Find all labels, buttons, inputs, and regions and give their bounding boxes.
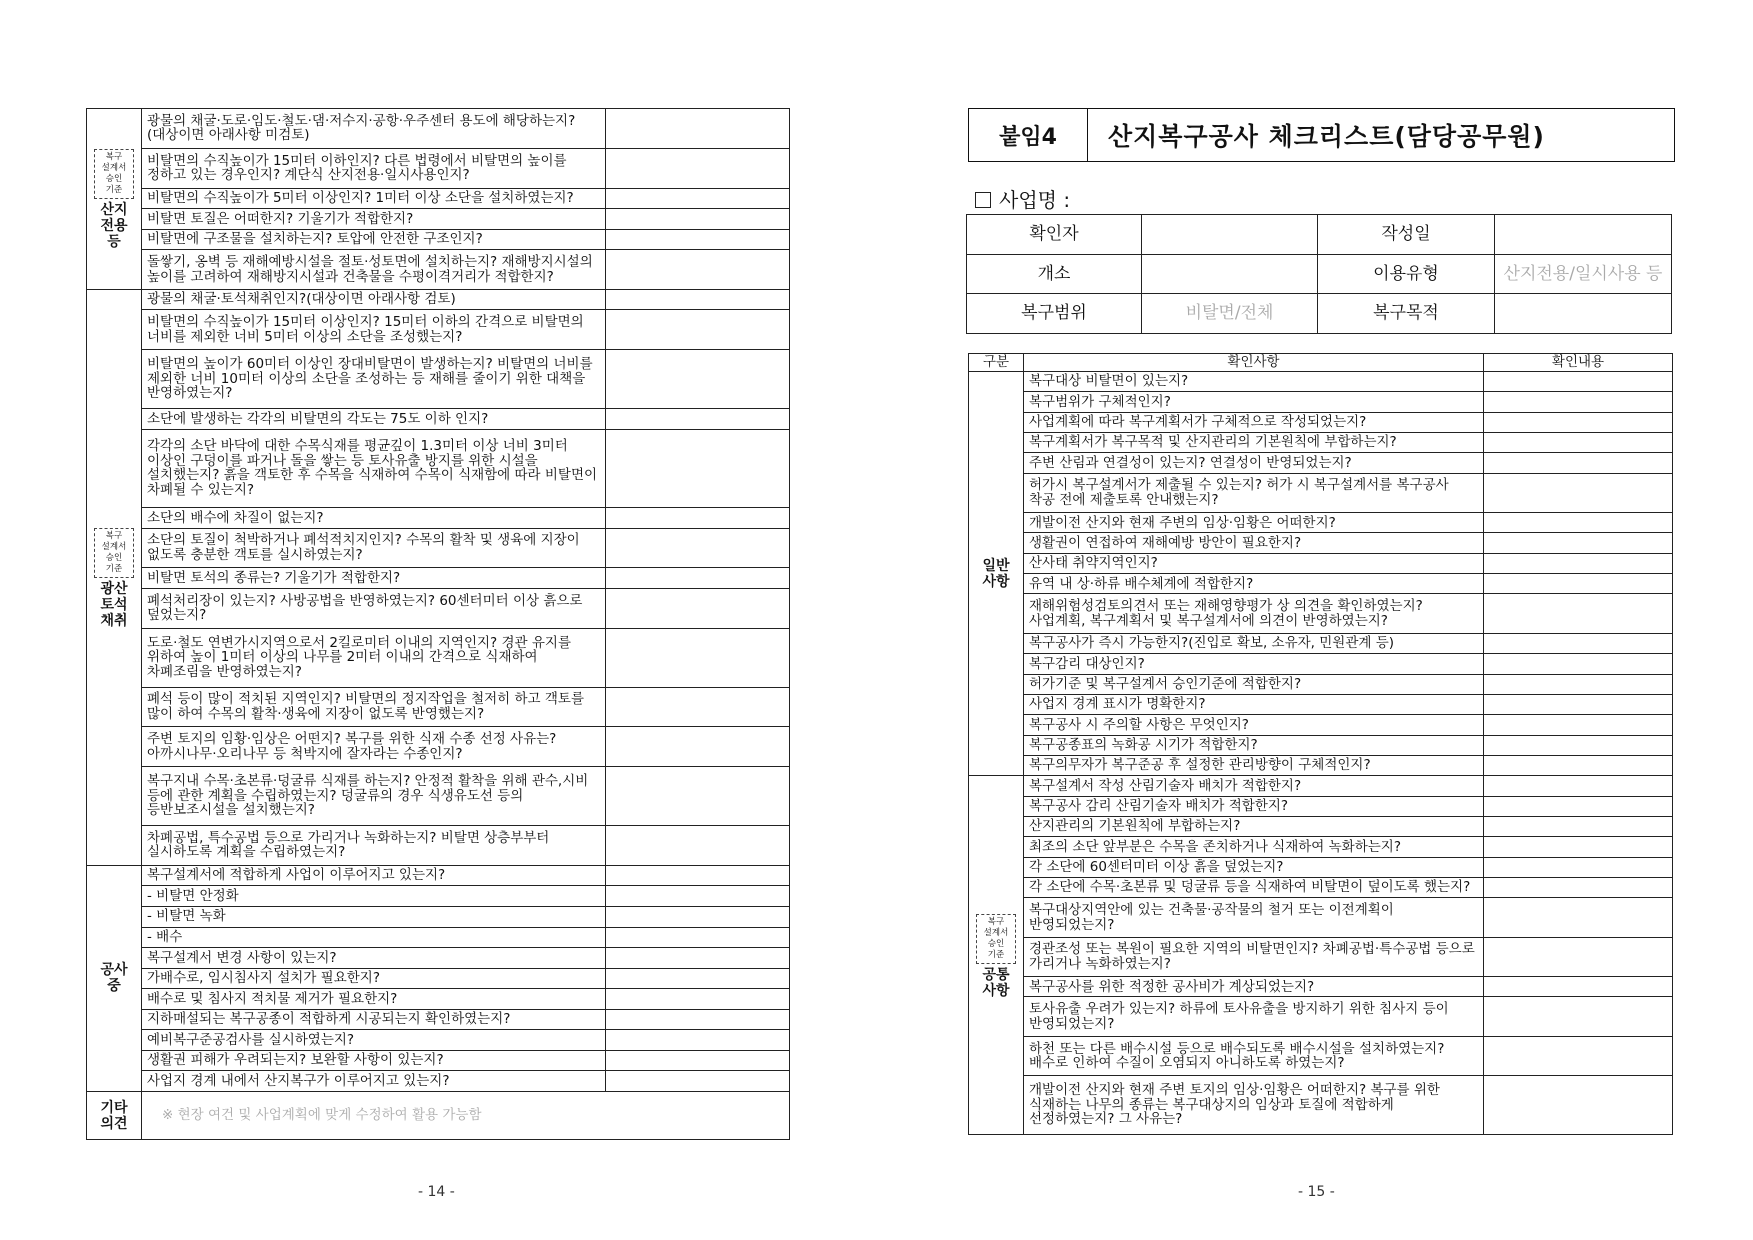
check-item: 생활권이 연접하여 재해예방 방안이 필요한지? — [1024, 533, 1484, 553]
check-answer-cell[interactable] — [606, 250, 790, 290]
check-item: 개발이전 산지와 현재 주변의 임상·임황은 어떠한지? — [1024, 513, 1484, 533]
check-answer-cell[interactable] — [1484, 412, 1673, 432]
scope-placeholder[interactable]: 비탈면/전체 — [1142, 294, 1318, 334]
check-answer-cell[interactable] — [606, 528, 790, 568]
check-item: 비탈면의 수직높이가 15미터 이상인지? 15미터 이하의 간격으로 비탈면의 너비를 제외한 너비 5미터 이상의 소단을 조성했는지? — [142, 310, 606, 350]
check-answer-cell[interactable] — [1484, 796, 1673, 816]
section-label: 광산 토석 채취 — [100, 580, 128, 629]
overview-label: 개소 — [967, 254, 1142, 294]
check-answer-cell[interactable] — [606, 188, 790, 209]
table-row — [87, 865, 790, 886]
check-answer-cell[interactable] — [606, 906, 790, 927]
check-item: 복구공종표의 녹화공 시기가 적합한지? — [1024, 735, 1484, 755]
check-item: 사업지 경계 내에서 산지복구가 이루어지고 있는지? — [142, 1071, 606, 1092]
check-answer-cell[interactable] — [1484, 857, 1673, 877]
check-item: 광물의 채굴·도로·임도·철도·댐·저수지·공항·우주센터 용도에 해당하는지?(대상이면 아래사항 미검토) — [142, 109, 606, 149]
check-answer-cell[interactable] — [606, 310, 790, 350]
check-item: 개발이전 산지와 현재 주변 토지의 임상·임황은 어떠한지? 복구를 위한 식재하는 나무의 종류는 복구대상지의 임상과 토질에 적합하게 선정하였는지? 그 사유는? — [1024, 1076, 1484, 1135]
check-answer-cell[interactable] — [606, 148, 790, 188]
check-item: - 비탈면 녹화 — [142, 906, 606, 927]
section-category — [969, 372, 1024, 776]
check-item: 비탈면에 구조물을 설치하는지? 토압에 안전한 구조인지? — [142, 229, 606, 250]
badge-line: 설계서 — [101, 163, 127, 174]
table-row — [87, 1009, 790, 1030]
table-row — [969, 392, 1673, 412]
check-item: 산사태 취약지역인지? — [1024, 553, 1484, 573]
check-item: 복구설계서에 적합하게 사업이 이루어지고 있는지? — [142, 865, 606, 886]
check-item: 복구공사를 위한 적정한 공사비가 계상되었는지? — [1024, 977, 1484, 997]
badge-line: 설계서 — [101, 541, 127, 552]
overview-value[interactable] — [1142, 254, 1318, 294]
badge-line: 승인 — [987, 938, 1005, 949]
check-answer-cell[interactable] — [1484, 633, 1673, 653]
table-row — [969, 533, 1673, 553]
check-item: 허가시 복구설계서가 제출될 수 있는지? 허가 시 복구설계서를 복구공사 착공 전에 제출토록 안내했는지? — [1024, 473, 1484, 512]
table-row — [87, 528, 790, 568]
table-row — [87, 948, 790, 969]
table-row — [87, 507, 790, 528]
check-answer-cell[interactable] — [606, 289, 790, 310]
check-answer-cell[interactable] — [1484, 878, 1673, 898]
page-number-left: - 14 - — [418, 1184, 455, 1200]
date-label: 작성일 — [1318, 215, 1495, 255]
check-answer-cell[interactable] — [606, 886, 790, 907]
check-answer-cell[interactable] — [606, 1071, 790, 1092]
section-category — [87, 865, 142, 1091]
table-row — [969, 977, 1673, 997]
badge-line: 승인 — [105, 552, 123, 563]
check-answer-cell[interactable] — [606, 209, 790, 230]
check-item: 복구대상지역안에 있는 건축물·공작물의 철거 또는 이전계획이 반영되었는지? — [1024, 898, 1484, 937]
table-row — [969, 633, 1673, 653]
check-item: 하천 또는 다른 배수시설 등으로 배수되도록 배수시설을 설치하였는지? 배수로 인하여 수질이 오염되지 아니하도록 하였는지? — [1024, 1036, 1484, 1075]
check-item: 경관조성 또는 복원이 필요한 지역의 비탈면인지? 차폐공법·특수공법 등으로 가리거나 녹화하였는지? — [1024, 937, 1484, 976]
check-answer-cell[interactable] — [1484, 937, 1673, 976]
page-title: 산지복구공사 체크리스트(담당공무원) — [1108, 122, 1545, 151]
check-answer-cell[interactable] — [606, 1030, 790, 1051]
table-row — [87, 1030, 790, 1051]
check-answer-cell[interactable] — [1484, 1036, 1673, 1075]
table-row — [969, 857, 1673, 877]
table-row — [969, 1076, 1673, 1135]
check-item: 복구범위가 구체적인지? — [1024, 392, 1484, 412]
check-answer-cell[interactable] — [1484, 715, 1673, 735]
check-item: 돌쌓기, 옹벽 등 재해예방시설을 절토·성토면에 설치하는지? 재해방지시설의 높이를 고려하여 재해방지시설과 건축물을 수평이격거리가 적합한지? — [142, 250, 606, 290]
table-row — [87, 687, 790, 727]
table-row — [969, 715, 1673, 735]
date-value[interactable] — [1495, 215, 1672, 255]
check-item: 산지관리의 기본원칙에 부합하는지? — [1024, 816, 1484, 836]
check-item: 복구공사가 즉시 가능한지?(진입로 확보, 소유자, 민원관계 등) — [1024, 633, 1484, 653]
table-row — [969, 674, 1673, 694]
check-item: 배수로 및 침사지 적치물 제거가 필요한지? — [142, 989, 606, 1010]
check-answer-cell[interactable] — [606, 727, 790, 767]
check-item: 소단의 토질이 척박하거나 폐석적치지인지? 수목의 활착 및 생육에 지장이 없도록 충분한 객토를 실시하였는지? — [142, 528, 606, 568]
check-item: 최조의 소단 앞부분은 수목을 존치하거나 식재하여 녹화하는지? — [1024, 837, 1484, 857]
check-answer-cell[interactable] — [606, 927, 790, 948]
table-row — [87, 989, 790, 1010]
check-item: 토사유출 우려가 있는지? 하류에 토사유출을 방지하기 위한 침사지 등이 반영되었는지? — [1024, 997, 1484, 1036]
check-answer-cell[interactable] — [606, 409, 790, 430]
purpose-label: 복구목적 — [1318, 294, 1495, 334]
badge-line: 복구 — [105, 152, 123, 163]
table-row — [87, 409, 790, 430]
badge-line: 기준 — [105, 185, 123, 196]
badge-line: 복구 — [105, 530, 123, 541]
check-item: 복구공사 시 주의할 사항은 무엇인지? — [1024, 715, 1484, 735]
scope-label: 복구범위 — [967, 294, 1142, 334]
table-row — [969, 776, 1673, 796]
check-item: 허가기준 및 복구설계서 승인기준에 적합한지? — [1024, 674, 1484, 694]
section-category — [87, 109, 142, 290]
table-row — [87, 968, 790, 989]
section-label: 공사 중 — [100, 962, 128, 995]
approval-criteria-badge — [976, 914, 1016, 964]
check-item: 비탈면의 수직높이가 5미터 이상인지? 1미터 이상 소단을 설치하였는지? — [142, 188, 606, 209]
check-answer-cell[interactable] — [606, 350, 790, 409]
check-item: 주변 산림과 연결성이 있는지? 연결성이 반영되었는지? — [1024, 453, 1484, 473]
check-item: 사업계획에 따라 복구계획서가 구체적으로 작성되었는지? — [1024, 412, 1484, 432]
table-row — [969, 898, 1673, 937]
check-item: 폐석처리장이 있는지? 사방공법을 반영하였는지? 60센터미터 이상 흙으로 덮었는지? — [142, 588, 606, 628]
page-number-right: - 15 - — [1298, 1184, 1335, 1200]
table-row — [87, 927, 790, 948]
table-row — [969, 1036, 1673, 1075]
table-row — [969, 735, 1673, 755]
check-answer-cell[interactable] — [1484, 694, 1673, 714]
table-row — [969, 997, 1673, 1036]
section-category — [969, 776, 1024, 1135]
check-item: 소단의 배수에 차질이 없는지? — [142, 507, 606, 528]
check-item: 재해위험성검토의견서 또는 재해영향평가 상 의견을 확인하였는지? 사업계획, 복구계획서 및 복구설계서에 의견이 반영하였는지? — [1024, 594, 1484, 633]
check-answer-cell[interactable] — [1484, 553, 1673, 573]
check-answer-cell[interactable] — [1484, 433, 1673, 453]
check-answer-cell[interactable] — [606, 865, 790, 886]
check-answer-cell[interactable] — [1484, 453, 1673, 473]
table-row — [969, 513, 1673, 533]
table-row — [87, 229, 790, 250]
check-answer-cell[interactable] — [1484, 735, 1673, 755]
table-row — [969, 755, 1673, 775]
check-item: - 비탈면 안정화 — [142, 886, 606, 907]
check-answer-cell[interactable] — [1484, 898, 1673, 937]
section-label: 일반 사항 — [982, 557, 1010, 590]
header-content: 확인내용 — [1484, 354, 1673, 372]
check-answer-cell[interactable] — [606, 989, 790, 1010]
table-row — [87, 1071, 790, 1092]
table-row — [969, 453, 1673, 473]
check-item: 소단에 발생하는 각각의 비탈면의 각도는 75도 이하 인지? — [142, 409, 606, 430]
badge-line: 복구 — [987, 916, 1005, 927]
check-item: 각 소단에 수목·초본류 및 덩굴류 등을 식재하여 비탈면이 덮이도록 했는지? — [1024, 878, 1484, 898]
table-row — [969, 412, 1673, 432]
table-row — [87, 826, 790, 866]
right-checklist — [968, 353, 1673, 1135]
check-item: 복구공사 감리 산림기술자 배치가 적합한지? — [1024, 796, 1484, 816]
check-item: 각 소단에 60센터미터 이상 흙을 덮었는지? — [1024, 857, 1484, 877]
check-item: 복구지내 수목·초본류·덩굴류 식재를 하는지? 안정적 활착을 위해 관수,시비 등에 관한 계획을 수립하였는지? 덩굴류의 경우 식생유도선 등의 등반보조시설을 설치했는지? — [142, 767, 606, 826]
table-row — [87, 109, 790, 149]
check-answer-cell[interactable] — [1484, 837, 1673, 857]
confirmer-label: 확인자 — [967, 215, 1142, 255]
check-answer-cell[interactable] — [1484, 977, 1673, 997]
table-row — [969, 937, 1673, 976]
section-category — [87, 289, 142, 865]
header-item: 확인사항 — [1024, 354, 1484, 372]
check-answer-cell[interactable] — [1484, 533, 1673, 553]
table-row — [87, 727, 790, 767]
section-label: 공통 사항 — [982, 966, 1010, 999]
check-answer-cell[interactable] — [606, 429, 790, 507]
table-row — [87, 767, 790, 826]
check-answer-cell[interactable] — [606, 968, 790, 989]
table-row — [87, 250, 790, 290]
check-item: 복구설계서 작성 산림기술자 배치가 적합한지? — [1024, 776, 1484, 796]
check-answer-cell[interactable] — [606, 109, 790, 149]
table-row — [87, 628, 790, 687]
table-row — [87, 148, 790, 188]
check-item: 비탈면의 수직높이가 15미터 이하인지? 다른 법령에서 비탈면의 높이를 정하고 있는 경우인지? 계단식 산지전용·일시사용인지? — [142, 148, 606, 188]
table-row — [969, 654, 1673, 674]
check-answer-cell[interactable] — [606, 826, 790, 866]
check-item: 비탈면의 높이가 60미터 이상인 장대비탈면이 발생하는지? 비탈면의 너비를 제외한 너비 10미터 이상의 소단을 조성하는 등 재해를 줄이기 위한 대책을 반영하였는지? — [142, 350, 606, 409]
usage-note[interactable]: ※ 현장 여건 및 사업계획에 맞게 수정하여 활용 가능함 — [142, 1092, 790, 1140]
check-item: 가배수로, 임시침사지 설치가 필요한지? — [142, 968, 606, 989]
table-row — [969, 816, 1673, 836]
check-item: 유역 내 상·하류 배수체계에 적합한지? — [1024, 574, 1484, 594]
check-answer-cell[interactable] — [606, 948, 790, 969]
approval-criteria-badge — [94, 149, 134, 199]
check-item: 복구대상 비탈면이 있는지? — [1024, 372, 1484, 392]
table-row — [87, 310, 790, 350]
table-row — [969, 796, 1673, 816]
table-row — [969, 878, 1673, 898]
table-row — [87, 568, 790, 589]
table-row — [87, 209, 790, 230]
check-answer-cell[interactable] — [606, 767, 790, 826]
check-answer-cell[interactable] — [1484, 654, 1673, 674]
check-answer-cell[interactable] — [1484, 997, 1673, 1036]
badge-line: 설계서 — [983, 927, 1009, 938]
table-row — [87, 188, 790, 209]
badge-line: 승인 — [105, 174, 123, 185]
check-item: - 배수 — [142, 927, 606, 948]
check-item: 광물의 채굴·토석채취인지?(대상이면 아래사항 검토) — [142, 289, 606, 310]
table-row — [87, 429, 790, 507]
left-checklist-table — [86, 108, 790, 1140]
info-table — [966, 214, 1672, 334]
purpose-value[interactable] — [1495, 294, 1672, 334]
check-answer-cell[interactable] — [1484, 574, 1673, 594]
table-row — [87, 588, 790, 628]
right-checklist-table — [968, 353, 1673, 1135]
table-row — [87, 906, 790, 927]
confirmer-value[interactable] — [1142, 215, 1318, 255]
check-item: 비탈면 토석의 종류는? 기울기가 적합한지? — [142, 568, 606, 589]
check-answer-cell[interactable] — [1484, 816, 1673, 836]
check-answer-cell[interactable] — [606, 1009, 790, 1030]
table-row — [87, 350, 790, 409]
check-answer-cell[interactable] — [1484, 392, 1673, 412]
check-item: 생활권 피해가 우려되는지? 보완할 사항이 있는지? — [142, 1050, 606, 1071]
table-row — [969, 433, 1673, 453]
badge-line: 기준 — [987, 949, 1005, 960]
usage-type-placeholder[interactable]: 산지전용/일시사용 등 — [1495, 254, 1672, 294]
title-box — [968, 108, 1675, 162]
check-item: 지하매설되는 복구공종이 적합하게 시공되는지 확인하였는지? — [142, 1009, 606, 1030]
other-opinion-row — [87, 1092, 790, 1140]
project-name-label: 사업명 : — [999, 188, 1071, 212]
check-item: 복구감리 대상인지? — [1024, 654, 1484, 674]
check-item: 복구의무자가 복구준공 후 설정한 관리방향이 구체적인지? — [1024, 755, 1484, 775]
check-answer-cell[interactable] — [1484, 594, 1673, 633]
table-row — [87, 886, 790, 907]
checkbox-icon — [975, 192, 991, 208]
check-item: 차폐공법, 특수공법 등으로 가리거나 녹화하는지? 비탈면 상층부부터 실시하도록 계획을 수립하였는지? — [142, 826, 606, 866]
check-item: 복구계획서가 복구목적 및 산지관리의 기본원칙에 부합하는지? — [1024, 433, 1484, 453]
header-category: 구분 — [969, 354, 1024, 372]
check-answer-cell[interactable] — [606, 687, 790, 727]
table-row — [969, 694, 1673, 714]
check-item: 복구설계서 변경 사항이 있는지? — [142, 948, 606, 969]
check-answer-cell[interactable] — [606, 568, 790, 589]
check-item: 폐석 등이 많이 적치된 지역인지? 비탈면의 정지작업을 철저히 하고 객토를 많이 하여 수목의 활착·생육에 지장이 없도록 반영했는지? — [142, 687, 606, 727]
approval-criteria-badge — [94, 528, 134, 578]
table-row — [969, 837, 1673, 857]
check-item: 사업지 경계 표시가 명확한지? — [1024, 694, 1484, 714]
info-table-box — [966, 214, 1672, 334]
left-checklist — [86, 108, 790, 1140]
section-label: 산지 전용 등 — [100, 202, 128, 251]
check-answer-cell[interactable] — [606, 1050, 790, 1071]
check-answer-cell[interactable] — [1484, 513, 1673, 533]
table-row — [969, 372, 1673, 392]
check-answer-cell[interactable] — [606, 229, 790, 250]
check-answer-cell[interactable] — [1484, 473, 1673, 512]
check-answer-cell[interactable] — [606, 628, 790, 687]
other-opinion-label: 기타 의견 — [100, 1099, 128, 1132]
check-answer-cell[interactable] — [1484, 755, 1673, 775]
check-item: 각각의 소단 바닥에 대한 수목식재를 평균깊이 1.3미터 이상 너비 3미터 이상인 구덩이를 파거나 돌을 쌓는 등 토사유출 방지를 위한 시설을 설치했는지? 흙을 객토한 후 수목을 식재하여 수목이 식재함에 따라 비탈면이 차폐될 수 있는지? — [142, 429, 606, 507]
check-item: 예비복구준공검사를 실시하였는지? — [142, 1030, 606, 1051]
usage-type-label: 이용유형 — [1318, 254, 1495, 294]
check-answer-cell[interactable] — [606, 588, 790, 628]
table-row — [969, 594, 1673, 633]
check-answer-cell[interactable] — [1484, 674, 1673, 694]
badge-line: 기준 — [105, 563, 123, 574]
other-opinion-category — [87, 1092, 142, 1140]
project-name-row — [975, 184, 1070, 213]
check-answer-cell[interactable] — [606, 507, 790, 528]
check-answer-cell[interactable] — [1484, 372, 1673, 392]
table-row — [969, 574, 1673, 594]
check-answer-cell[interactable] — [1484, 776, 1673, 796]
table-row — [969, 473, 1673, 512]
check-item: 비탈면 토질은 어떠한지? 기울기가 적합한지? — [142, 209, 606, 230]
check-answer-cell[interactable] — [1484, 1076, 1673, 1135]
table-row — [969, 553, 1673, 573]
check-item: 주변 토지의 임황·임상은 어떤지? 복구를 위한 식재 수종 선정 사유는? 아까시나무·오리나무 등 척박지에 잘자라는 수종인지? — [142, 727, 606, 767]
check-item: 도로·철도 연변가시지역으로서 2킬로미터 이내의 지역인지? 경관 유지를 위하여 높이 1미터 이상의 나무를 2미터 이내의 간격으로 식재하여 차폐조림을 반영하였는지? — [142, 628, 606, 687]
table-row — [87, 289, 790, 310]
attachment-tag: 붙임4 — [969, 109, 1088, 161]
table-row — [87, 1050, 790, 1071]
